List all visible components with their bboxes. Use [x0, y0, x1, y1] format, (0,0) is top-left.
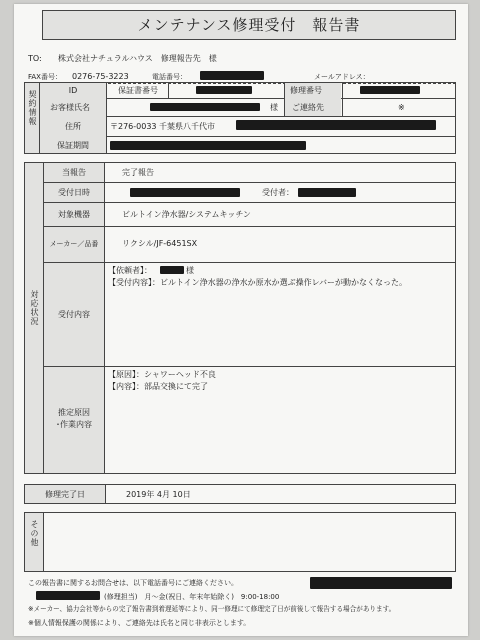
- address-value: 〒276-0033 千葉県八千代市: [110, 122, 216, 131]
- other-side-label: その他: [30, 520, 39, 547]
- warranty-no-label: 保証書番号: [118, 86, 158, 95]
- redacted-requester: [160, 266, 184, 274]
- mail-label: メールアドレス：: [314, 73, 370, 81]
- contact-value: ※: [398, 103, 405, 112]
- redacted-customer-name: [150, 103, 260, 111]
- address-label: 住所: [65, 122, 81, 131]
- completion-value: 2019年 4月 10日: [126, 490, 191, 499]
- id-label: ID: [68, 86, 78, 95]
- divider: [342, 82, 343, 116]
- customer-label: お客様氏名: [50, 103, 90, 112]
- divider: [43, 202, 456, 203]
- fax-value: 0276-75-3223: [72, 72, 129, 81]
- cause-label-1: 推定原因: [58, 408, 90, 417]
- redacted-warranty-no: [196, 86, 252, 94]
- fax-label: FAX番号：: [28, 73, 62, 81]
- redacted-footer-phone: [36, 591, 100, 600]
- intake-requester-label: 【依頼者】：: [108, 266, 152, 275]
- report-sheet: [14, 4, 468, 636]
- intake-requester-suffix: 様: [186, 266, 194, 275]
- footer-line-4: ※個人情報保護の関係により、ご連絡先は氏名と同じ非表示とします。: [28, 619, 251, 627]
- to-label: TO:: [28, 54, 42, 63]
- divider: [43, 366, 456, 367]
- period-label: 保証期間: [57, 141, 89, 150]
- divider: [106, 82, 107, 154]
- report-label: 当報告: [62, 168, 86, 177]
- cause-text: 【原因】：シャワーヘッド不良: [108, 370, 216, 379]
- cause-label-2: ･作業内容: [56, 420, 92, 429]
- customer-sama: 様: [270, 103, 278, 112]
- divider: [43, 226, 456, 227]
- footer-line-1: この報告書に関するお問合せは、以下電話番号にご連絡ください。: [28, 579, 238, 587]
- redacted-phone: [200, 71, 264, 80]
- received-label: 受付日時: [58, 188, 90, 197]
- receiver-label: 受付者：: [262, 188, 294, 197]
- response-side-label: 対応状況: [30, 290, 39, 326]
- completion-label: 修理完了日: [45, 490, 85, 499]
- page-title: メンテナンス修理受付 報告書: [137, 16, 361, 34]
- phone-label: 電話番号：: [152, 73, 187, 81]
- redacted-warranty-period: [110, 141, 306, 150]
- redacted-footer-right: [310, 577, 452, 589]
- other-section: [24, 512, 456, 572]
- to-company: 株式会社ナチュラルハウス 修理報告先 様: [58, 54, 217, 63]
- divider: [43, 262, 456, 263]
- footer-line-2: (修理担当) 月～金(祝日、年末年始除く) 9:00-18:00: [104, 593, 280, 601]
- divider: [43, 182, 456, 183]
- divider: [168, 82, 169, 98]
- redacted-receiver: [298, 188, 356, 197]
- divider: [43, 512, 44, 572]
- device-value: ビルトイン浄水器/システムキッチン: [122, 210, 251, 219]
- report-value: 完了報告: [122, 168, 154, 177]
- divider: [105, 484, 106, 504]
- divider: [104, 162, 105, 474]
- work-text: 【内容】：部品交換にて完了: [108, 382, 208, 391]
- device-label: 対象機器: [58, 210, 90, 219]
- intake-detail: 【受付内容】：ビルトイン浄水器の浄水か原水か選ぶ操作レバーが動かなくなった。: [108, 278, 408, 287]
- redacted-address: [236, 120, 436, 130]
- maker-label: メーカー／品番: [49, 240, 99, 248]
- redacted-received-date: [130, 188, 240, 197]
- footer-line-3: ※メーカー、協力会社等からの完了報告書到着遅延等により、同一修理にて修理完了日が前後して報告する場合があります。: [28, 605, 396, 613]
- maker-value: リクシル/JF-6451SX: [122, 239, 198, 248]
- repair-no-label: 修理番号: [290, 86, 322, 95]
- contact-label: ご連絡先: [292, 103, 324, 112]
- redacted-repair-no: [360, 86, 420, 94]
- intake-label: 受付内容: [58, 310, 90, 319]
- contract-side-label: 契約情報: [28, 90, 37, 126]
